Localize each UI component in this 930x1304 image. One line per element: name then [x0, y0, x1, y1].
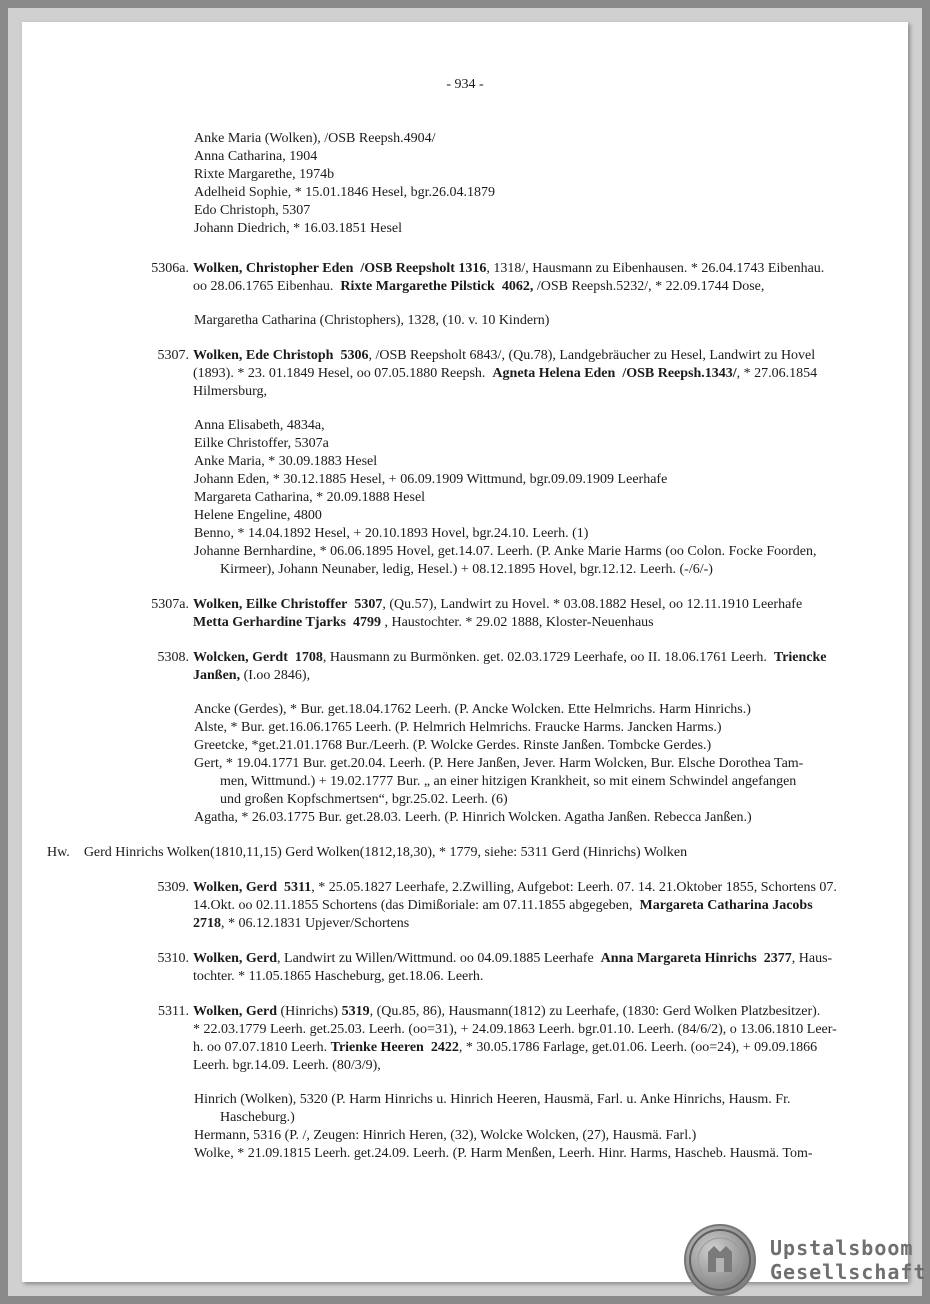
entry-label: Hw.	[47, 845, 70, 860]
entry-number: 5307.	[157, 348, 189, 363]
entry-number: 5309.	[157, 880, 189, 895]
entry-text: oo 28.06.1765 Eibenhau.	[193, 279, 334, 294]
spouse-name: Agneta Helena Eden	[492, 366, 616, 381]
reference: 2377	[763, 951, 792, 966]
entry-text: , Haustochter. * 29.02 1888, Kloster-Neuenhaus	[384, 615, 654, 630]
reference: /OSB Reepsholt 1316	[360, 261, 487, 276]
entry-text: , Hausmann zu Burmönken. get. 02.03.1729 Leerhafe, oo II. 18.06.1761 Leerh.	[322, 650, 767, 665]
list-item: Gert, * 19.04.1771 Bur. get.20.04. Leerh. (P. Here Janßen, Jever. Harm Wolcken, Bur. Elsche Dorothea Tam-	[194, 756, 804, 771]
spouse-name: Margareta Catharina Jacobs	[639, 898, 813, 913]
list-item: Rixte Margarethe, 1974b	[194, 167, 335, 182]
entry-text: h. oo 07.07.1810 Leerh.	[193, 1040, 328, 1055]
entry-text: , (Qu.57), Landwirt zu Hovel. * 03.08.1882 Hesel, oo 12.11.1910 Leerhafe	[382, 597, 803, 612]
entry-number: 5308.	[157, 650, 189, 665]
reference: 2718	[193, 916, 221, 931]
list-item: Eilke Christoffer, 5307a	[194, 436, 329, 451]
reference: /OSB Reepsh.1343/	[622, 366, 737, 381]
entry-hw	[47, 844, 887, 862]
reference: 2422	[430, 1040, 459, 1055]
entry-text: , * 30.05.1786 Farlage, get.01.06. Leerh. (oo=24), + 09.09.1866	[458, 1040, 818, 1055]
entry-5307a	[117, 596, 887, 632]
list-item: Anke Maria, * 30.09.1883 Hesel	[194, 454, 378, 469]
entry-text: , /OSB Reepsholt 6843/, (Qu.78), Landgebräucher zu Hesel, Landwirt zu Hovel	[368, 348, 816, 363]
entry-text: tochter. * 11.05.1865 Hascheburg, get.18.06. Leerh.	[193, 969, 484, 984]
list-item: Margaretha Catharina (Christophers), 1328, (10. v. 10 Kindern)	[194, 313, 550, 328]
person-name: Wolken, Christopher Eden	[193, 261, 354, 276]
entry-5311	[117, 1003, 887, 1163]
list-item: Agatha, * 26.03.1775 Bur. get.28.03. Leerh. (P. Hinrich Wolcken. Agatha Janßen. Rebecca Janßen.)	[194, 810, 752, 825]
spouse-name: Anna Margareta Hinrichs	[600, 951, 757, 966]
entry-5310	[117, 950, 887, 986]
entry-5309	[117, 879, 887, 933]
logo-line-2: Gesellschaft	[770, 1260, 927, 1284]
entry-text: , 1318/, Hausmann zu Eibenhausen. * 26.04.1743 Eibenhau.	[486, 261, 825, 276]
person-name: Wolken, Ede Christoph	[193, 348, 334, 363]
list-item: Margareta Catharina, * 20.09.1888 Hesel	[194, 490, 426, 505]
entry-text: , Landwirt zu Willen/Wittmund. oo 04.09.1885 Leerhafe	[277, 951, 594, 966]
entry-5307	[117, 347, 887, 579]
list-item: Hermann, 5316 (P. /, Zeugen: Hinrich Heren, (32), Wolcke Wolcken, (27), Hausmä. Farl.)	[194, 1128, 697, 1143]
spouse-name: Janßen,	[193, 668, 241, 683]
entry-text: , (Qu.85, 86), Hausmann(1812) zu Leerhafe, (1830: Gerd Wolken Platzbesitzer).	[369, 1004, 821, 1019]
list-item: Anna Elisabeth, 4834a,	[194, 418, 325, 433]
reference: 4062,	[501, 279, 534, 294]
upstalsboom-logo	[684, 1224, 927, 1296]
list-item: Alste, * Bur. get.16.06.1765 Leerh. (P. Helmrich Helmrichs. Fraucke Harms. Jancken Harms.)	[194, 720, 722, 735]
reference: 5307	[354, 597, 383, 612]
page-number: - 934 -	[446, 77, 484, 92]
intro-children-list	[117, 130, 887, 238]
list-item: Greetcke, *get.21.01.1768 Bur./Leerh. (P. Wolcke Gerdes. Rinste Janßen. Tombcke Gerdes.)	[194, 738, 712, 753]
list-item-continuation: Hascheburg.)	[220, 1110, 295, 1125]
person-name: Wolcken, Gerdt	[193, 650, 288, 665]
list-item: Wolke, * 21.09.1815 Leerh. get.24.09. Leerh. (P. Harm Menßen, Leerh. Hinr. Harms, Hascheb. Hausmä. Tom-	[194, 1146, 813, 1161]
entry-5306a	[117, 260, 887, 330]
entry-number: 5311.	[158, 1004, 189, 1019]
entry-number: 5310.	[157, 951, 189, 966]
entry-number: 5307a.	[151, 597, 189, 612]
person-name: Wolken, Gerd	[193, 880, 278, 895]
list-item: Anna Catharina, 1904	[194, 149, 318, 164]
entry-text: Leerh. bgr.14.09. Leerh. (80/3/9),	[193, 1058, 381, 1073]
seal-icon	[684, 1224, 756, 1296]
list-item: Johann Eden, * 30.12.1885 Hesel, + 06.09.1909 Wittmund, bgr.09.09.1909 Leerhafe	[194, 472, 668, 487]
reference: 1708	[294, 650, 323, 665]
list-item: Edo Christoph, 5307	[194, 203, 311, 218]
entry-text: , * 06.12.1831 Upjever/Schortens	[221, 916, 410, 931]
reference: 5319	[341, 1004, 370, 1019]
entry-number: 5306a.	[151, 261, 189, 276]
entry-text: (1893). * 23. 01.1849 Hesel, oo 07.05.1880 Reepsh.	[193, 366, 486, 381]
spouse-name: Metta Gerhardine Tjarks	[193, 615, 346, 630]
reference: 4799	[352, 615, 381, 630]
entry-text: Gerd Hinrichs Wolken(1810,11,15) Gerd Wolken(1812,18,30), * 1779, siehe: 5311 Gerd (Hinrichs) Wolken	[83, 845, 688, 860]
list-item: Benno, * 14.04.1892 Hesel, + 20.10.1893 Hovel, bgr.24.10. Leerh. (1)	[194, 526, 589, 541]
list-item: Hinrich (Wolken), 5320 (P. Harm Hinrichs u. Hinrich Heeren, Hausmä, Farl. u. Anke Hinrichs, Hausm. Fr.	[194, 1092, 791, 1107]
page-content	[47, 130, 887, 1163]
entry-text: , Haus-	[791, 951, 833, 966]
logo-line-1: Upstalsboom	[770, 1236, 914, 1260]
spouse-name: Triencke	[773, 650, 827, 665]
reference: 5306	[340, 348, 369, 363]
list-item-continuation: Kirmeer), Johann Neunaber, ledig, Hesel.) + 08.12.1895 Hovel, bgr.12.12. Leerh. (-/6/-)	[220, 562, 713, 577]
entry-text: , * 27.06.1854	[736, 366, 818, 381]
list-item: Adelheid Sophie, * 15.01.1846 Hesel, bgr.26.04.1879	[194, 185, 495, 200]
list-item: Johann Diedrich, * 16.03.1851 Hesel	[194, 221, 403, 236]
reference: 5311	[284, 880, 312, 895]
entry-text: 14.Okt. oo 02.11.1855 Schortens (das Dimißoriale: am 07.11.1855 abgegeben,	[193, 898, 633, 913]
list-item-continuation: und großen Kopfschmertsen“, bgr.25.02. Leerh. (6)	[220, 792, 508, 807]
person-name: Wolken, Eilke Christoffer	[193, 597, 348, 612]
entry-text: , * 25.05.1827 Leerhafe, 2.Zwilling, Aufgebot: Leerh. 07. 14. 21.Oktober 1855, Schortens 07.	[311, 880, 837, 895]
list-item: Helene Engeline, 4800	[194, 508, 322, 523]
entry-text: /OSB Reepsh.5232/, * 22.09.1744 Dose,	[536, 279, 765, 294]
person-name: Wolken, Gerd	[193, 951, 278, 966]
entry-text: Hilmersburg,	[193, 384, 268, 399]
person-name: Wolken, Gerd	[193, 1004, 278, 1019]
spouse-name: Rixte Margarethe Pilstick	[340, 279, 495, 294]
list-item: Johanne Bernhardine, * 06.06.1895 Hovel, get.14.07. Leerh. (P. Anke Marie Harms (oo Colon. Focke Foorden,	[194, 544, 817, 559]
entry-text: (Hinrichs)	[277, 1004, 342, 1019]
entry-text: (I.oo 2846),	[240, 668, 311, 683]
entry-text: * 22.03.1779 Leerh. get.25.03. Leerh. (oo=31), + 24.09.1863 Leerh. bgr.01.10. Leerh. (84/6/2), o 13.06.1810 Leer-	[193, 1022, 837, 1037]
document-page	[22, 22, 927, 1284]
list-item-continuation: men, Wittmund.) + 19.02.1777 Bur. „ an einer hitzigen Krankheit, so mit einem Schwindel angefangen	[220, 774, 797, 789]
list-item: Anke Maria (Wolken), /OSB Reepsh.4904/	[194, 131, 436, 146]
spouse-name: Trienke Heeren	[330, 1040, 424, 1055]
list-item: Ancke (Gerdes), * Bur. get.18.04.1762 Leerh. (P. Ancke Wolcken. Ette Helmrichs. Harm Hinrichs.)	[194, 702, 751, 717]
entry-5308	[117, 649, 887, 827]
